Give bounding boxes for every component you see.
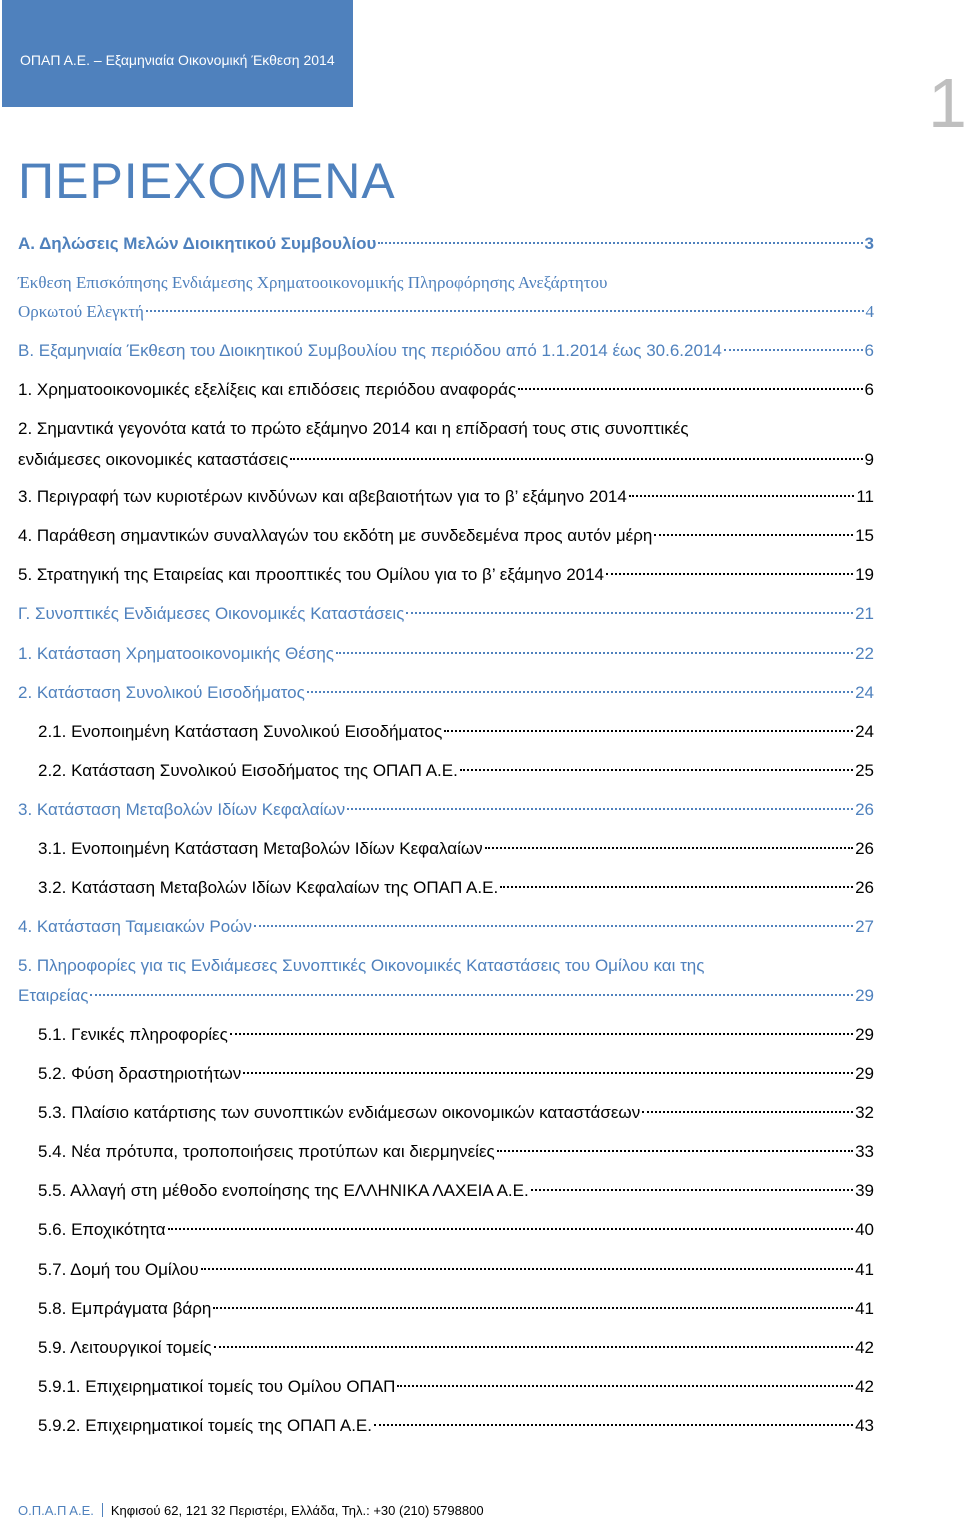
toc-entry-page: 3: [864, 234, 874, 253]
toc-entry[interactable]: [38, 1141, 874, 1163]
toc-entry-page: 33: [855, 1142, 874, 1161]
toc-entry[interactable]: [38, 838, 874, 860]
toc-entry-label: 3. Κατάσταση Μεταβολών Ιδίων Κεφαλαίων: [18, 800, 346, 819]
toc-entry-label: 5. Στρατηγική της Εταιρείας και προοπτικές του Ομίλου για το β’ εξάμηνο 2014: [18, 565, 605, 584]
toc-entry-page: 26: [855, 839, 874, 858]
toc-entry-label: 1. Χρηματοοικονομικές εξελίξεις και επιδόσεις περιόδου αναφοράς: [18, 380, 517, 399]
toc-leader: [378, 241, 862, 244]
toc-entry-page: 40: [855, 1220, 874, 1239]
toc-leader: [406, 611, 853, 614]
toc-entry-page: 41: [855, 1299, 874, 1318]
toc-leader: [243, 1071, 853, 1074]
toc-leader: [724, 348, 863, 351]
toc-leader: [642, 1110, 853, 1113]
toc-entry[interactable]: [18, 916, 874, 938]
toc-entry-page: 29: [855, 1064, 874, 1083]
toc-leader: [629, 494, 855, 497]
toc-entry[interactable]: [18, 486, 874, 508]
toc-entry[interactable]: [38, 1024, 874, 1046]
toc-entry-label: 2.1. Ενοποιημένη Κατάσταση Συνολικού Εισοδήματος: [38, 722, 443, 741]
toc-entry-label-cont: ενδιάμεσες οικονομικές καταστάσεις: [18, 450, 289, 469]
toc-entry-label: 5.8. Εμπράγματα βάρη: [38, 1299, 212, 1318]
toc-leader: [168, 1227, 853, 1230]
footer: [18, 1503, 484, 1518]
toc-entry-page: 29: [855, 986, 874, 1005]
toc-entry[interactable]: [38, 1063, 874, 1085]
toc-entry-page: 24: [855, 722, 874, 741]
header-title: ΟΠΑΠ Α.Ε. – Εξαμηνιαία Οικονομική Έκθεση 2014: [20, 52, 335, 68]
toc-entry[interactable]: [18, 564, 874, 586]
toc-entry[interactable]: [18, 449, 874, 471]
toc-entry-label-cont: Ορκωτού Ελεγκτή: [18, 302, 144, 321]
toc-leader: [290, 457, 862, 460]
toc-entry-label: 3.2. Κατάσταση Μεταβολών Ιδίων Κεφαλαίων της ΟΠΑΠ Α.Ε.: [38, 878, 499, 897]
toc-leader: [201, 1267, 853, 1270]
toc-leader: [606, 572, 853, 575]
toc-entry[interactable]: [18, 379, 874, 401]
toc-entry-label: 5.9. Λειτουργικοί τομείς: [38, 1338, 212, 1357]
toc-entry-label: 5.6. Εποχικότητα: [38, 1220, 166, 1239]
toc-leader: [230, 1032, 853, 1035]
toc-entry[interactable]: [38, 1415, 874, 1437]
toc-entry[interactable]: [38, 877, 874, 899]
toc-entry[interactable]: [18, 682, 874, 704]
toc-entry-label: 5.2. Φύση δραστηριοτήτων: [38, 1064, 242, 1083]
toc-entry-label: 5.9.2. Επιχειρηματικοί τομείς της ΟΠΑΠ Α.Ε.: [38, 1416, 372, 1435]
toc-entry-page: 39: [855, 1181, 874, 1200]
toc-leader: [254, 924, 853, 927]
toc-entry-page: 42: [855, 1338, 874, 1357]
toc-entry[interactable]: [18, 233, 874, 255]
toc-leader: [497, 1149, 853, 1152]
toc-entry-label: 1. Κατάσταση Χρηματοοικονομικής Θέσης: [18, 644, 334, 663]
toc-entry-label[interactable]: 2. Σημαντικά γεγονότα κατά το πρώτο εξάμηνο 2014 και η επίδρασή τους στις συνοπτικές: [18, 419, 689, 438]
toc-entry[interactable]: [38, 1180, 874, 1202]
toc-entry-label: Β. Εξαμηνιαία Έκθεση του Διοικητικού Συμβουλίου της περιόδου από 1.1.2014 έως 30.6.2014: [18, 341, 722, 360]
toc-entry[interactable]: [38, 1337, 874, 1359]
toc-leader: [374, 1423, 853, 1426]
toc-entry-page: 24: [855, 683, 874, 702]
toc-entry-page: 4: [865, 302, 874, 321]
toc-entry-label: 5.5. Αλλαγή στη μέθοδο ενοποίησης της ΕΛΛΗΝΙΚΑ ΛΑΧΕΙΑ Α.Ε.: [38, 1181, 529, 1200]
toc-entry-page: 6: [864, 341, 874, 360]
toc-entry[interactable]: [38, 721, 874, 743]
toc-entry-page: 41: [855, 1260, 874, 1279]
footer-address: Κηφισού 62, 121 32 Περιστέρι, Ελλάδα, Τηλ.: +30 (210) 5798800: [110, 1503, 484, 1518]
toc-entry-page: 42: [855, 1377, 874, 1396]
toc-leader: [460, 768, 853, 771]
toc-entry-page: 6: [864, 380, 874, 399]
toc-entry-label[interactable]: Έκθεση Επισκόπησης Ενδιάμεσης Χρηματοοικονομικής Πληροφόρησης Ανεξάρτητου: [18, 273, 608, 292]
toc-entry-label: 5.9.1. Επιχειρηματικοί τομείς του Ομίλου ΟΠΑΠ: [38, 1377, 396, 1396]
toc-entry-page: 11: [856, 487, 874, 506]
toc-leader: [90, 993, 853, 996]
toc-entry[interactable]: [18, 525, 874, 547]
toc-entry-label: 2.2. Κατάσταση Συνολικού Εισοδήματος της ΟΠΑΠ Α.Ε.: [38, 761, 458, 780]
page-title: ΠΕΡΙΕΧΟΜΕΝΑ: [18, 153, 396, 209]
toc-entry-page: 25: [855, 761, 874, 780]
toc-leader: [213, 1306, 853, 1309]
toc-entry-page: 43: [855, 1416, 874, 1435]
toc-leader: [146, 309, 864, 312]
toc-entry-label: 4. Κατάσταση Ταμειακών Ροών: [18, 917, 252, 936]
toc-entry[interactable]: [38, 760, 874, 782]
toc-leader: [214, 1345, 854, 1348]
toc-entry-page: 19: [855, 565, 874, 584]
toc-entry[interactable]: [18, 340, 874, 362]
toc-entry-page: 32: [855, 1103, 874, 1122]
footer-divider: [102, 1503, 103, 1517]
toc-entry-page: 29: [855, 1025, 874, 1044]
toc-entry[interactable]: [38, 1102, 874, 1124]
toc-entry-label[interactable]: 5. Πληροφορίες για τις Ενδιάμεσες Συνοπτικές Οικονομικές Καταστάσεις του Ομίλου και της: [18, 956, 705, 975]
toc-entry[interactable]: [18, 643, 874, 665]
toc-entry[interactable]: [18, 985, 874, 1007]
toc-entry[interactable]: [38, 1219, 874, 1241]
toc-leader: [444, 729, 853, 732]
toc-leader: [654, 533, 853, 536]
toc-leader: [518, 387, 862, 390]
toc-leader: [500, 885, 853, 888]
toc-entry-label: Α. Δηλώσεις Μελών Διοικητικού Συμβουλίου: [18, 234, 377, 253]
toc-entry[interactable]: [18, 799, 874, 821]
toc-entry-label-cont: Εταιρείας: [18, 986, 89, 1005]
toc-entry-label: 5.7. Δομή του Ομίλου: [38, 1260, 199, 1279]
toc-leader: [531, 1188, 853, 1191]
footer-org: Ο.Π.Α.Π Α.Ε.: [18, 1503, 94, 1518]
toc-entry-label: 5.4. Νέα πρότυπα, τροποποιήσεις προτύπων και διερμηνείες: [38, 1142, 495, 1161]
toc-entry[interactable]: [38, 1259, 874, 1281]
toc-entry-page: 9: [864, 450, 874, 469]
toc-entry-page: 26: [855, 800, 874, 819]
toc-leader: [485, 846, 853, 849]
toc-leader: [397, 1384, 853, 1387]
toc-entry-label: Γ. Συνοπτικές Ενδιάμεσες Οικονομικές Καταστάσεις: [18, 604, 405, 623]
toc-entry[interactable]: [18, 603, 874, 625]
toc-entry-label: 3.1. Ενοποιημένη Κατάσταση Μεταβολών Ιδίων Κεφαλαίων: [38, 839, 483, 858]
toc-entry-page: 15: [855, 526, 874, 545]
toc-entry-page: 26: [855, 878, 874, 897]
header-banner: [2, 0, 353, 107]
toc-entry-label: 5.3. Πλαίσιο κατάρτισης των συνοπτικών ενδιάμεσων οικονομικών καταστάσεων: [38, 1103, 641, 1122]
toc-entry-label: 4. Παράθεση σημαντικών συναλλαγών του εκδότη με συνδεδεμένα προς αυτόν μέρη: [18, 526, 653, 545]
toc-leader: [307, 690, 853, 693]
toc-leader: [336, 651, 853, 654]
toc-entry[interactable]: [38, 1376, 874, 1398]
toc-entry-page: 22: [855, 644, 874, 663]
toc-entry[interactable]: [18, 301, 874, 323]
toc-entry-page: 21: [855, 604, 874, 623]
toc-entry-label: 3. Περιγραφή των κυριοτέρων κινδύνων και αβεβαιοτήτων για το β’ εξάμηνο 2014: [18, 487, 627, 506]
toc-entry[interactable]: [38, 1298, 874, 1320]
toc-entry-label: 5.1. Γενικές πληροφορίες: [38, 1025, 228, 1044]
toc-leader: [347, 807, 853, 810]
toc-entry-label: 2. Κατάσταση Συνολικού Εισοδήματος: [18, 683, 305, 702]
toc-entry-page: 27: [855, 917, 874, 936]
page-number: 1: [928, 64, 967, 142]
